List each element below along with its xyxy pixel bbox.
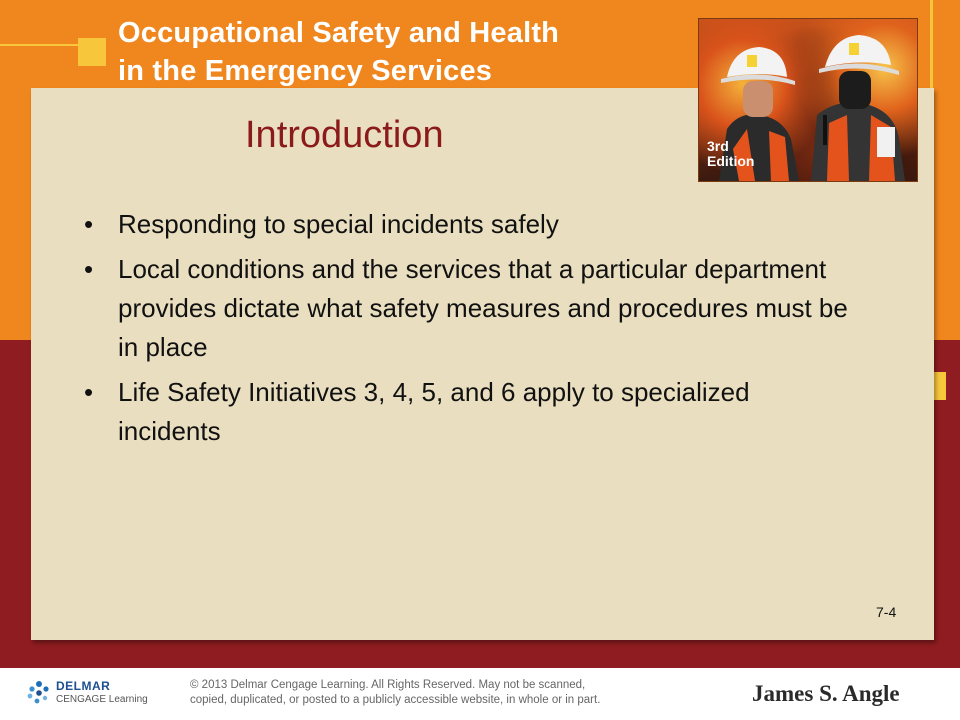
copyright-line2: copied, duplicated, or posted to a publicly accessible website, in whole or in part. <box>190 694 601 706</box>
bullet-item <box>82 373 852 451</box>
book-cover-image <box>698 18 918 182</box>
bullet-icon: • <box>84 377 94 407</box>
copyright-notice <box>190 678 710 708</box>
bullet-icon: • <box>84 254 94 284</box>
book-title-line1: Occupational Safety and Health <box>118 17 560 49</box>
book-title <box>118 14 559 90</box>
slide-title: Introduction <box>245 114 444 156</box>
delmar-logo-icon <box>26 680 52 706</box>
bullet-list <box>82 205 852 457</box>
bullet-text: Local conditions and the services that a particular department provides dictate what safety measures and procedures must be in place <box>118 254 848 362</box>
decorative-square-top <box>78 38 106 66</box>
copyright-line1: © 2013 Delmar Cengage Learning. All Rights Reserved. May not be scanned, <box>190 679 586 691</box>
cover-edition-label: 3rd Edition <box>707 138 755 169</box>
bullet-text: Responding to special incidents safely <box>118 209 559 239</box>
author-name: James S. Angle <box>752 681 900 706</box>
publisher-subtitle: CENGAGE Learning <box>56 694 148 705</box>
book-title-line2: in the Emergency Services <box>118 55 493 87</box>
bullet-icon: • <box>84 209 94 239</box>
bullet-item <box>82 205 852 244</box>
bullet-item <box>82 250 852 367</box>
publisher-name: DELMAR <box>56 679 111 693</box>
bullet-text: Life Safety Initiatives 3, 4, 5, and 6 apply to specialized incidents <box>118 377 750 446</box>
decorative-line-top <box>0 44 90 46</box>
slide-number: 7-4 <box>876 604 897 620</box>
